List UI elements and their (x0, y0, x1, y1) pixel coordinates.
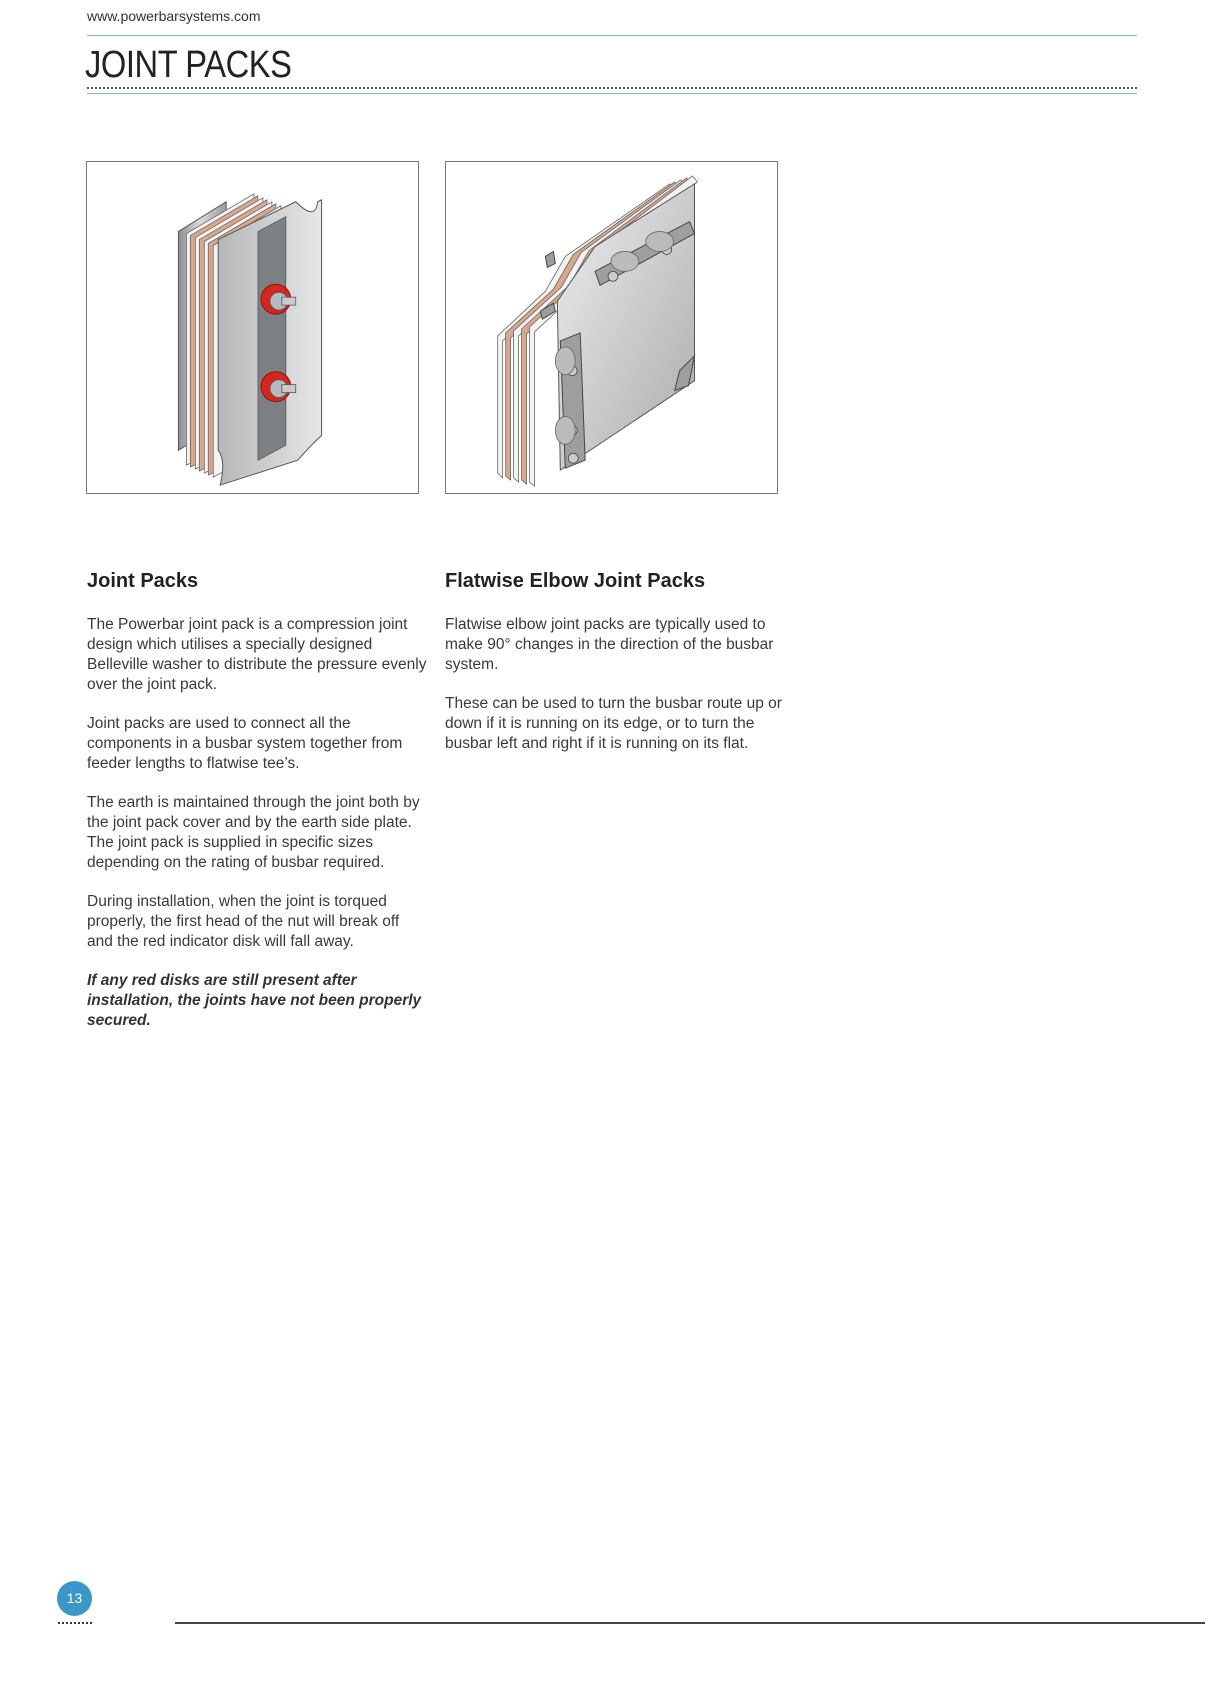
joint-pack-image (86, 161, 419, 494)
header-rule (87, 35, 1137, 36)
paragraph: These can be used to turn the busbar route up or down if it is running on its edge, or to turn the busbar left and right if it is running on its flat. (445, 695, 782, 752)
page-title: JOINT PACKS (85, 44, 292, 86)
section-heading: Joint Packs (87, 570, 199, 592)
page-number-dots (58, 1622, 92, 1624)
warning-note: If any red disks are still present after installation, the joints have not been properly secured. (87, 972, 422, 1029)
joint-pack-illustration (87, 162, 418, 493)
section-heading: Flatwise Elbow Joint Packs (445, 570, 706, 592)
joint-packs-column (87, 570, 427, 1050)
paragraph: Flatwise elbow joint packs are typically used to make 90° changes in the direction of the busbar system. (445, 616, 774, 673)
website-url: www.powerbarsystems.com (87, 8, 261, 24)
paragraph: During installation, when the joint is torqued properly, the first head of the nut will break off and the red indicator disk will fall away. (87, 893, 400, 950)
paragraph: Joint packs are used to connect all the components in a busbar system together from feeder lengths to flatwise tee’s. (87, 715, 403, 772)
footer-rule (175, 1622, 1205, 1624)
title-underline (87, 93, 1137, 94)
paragraph: The earth is maintained through the joint both by the joint pack cover and by the earth side plate. The joint pack is supplied in specific sizes depending on the rating of busbar required. (87, 794, 420, 871)
flatwise-elbow-joint-pack-illustration (446, 162, 777, 493)
flatwise-elbow-column (445, 570, 785, 773)
flatwise-elbow-image (445, 161, 778, 494)
paragraph: The Powerbar joint pack is a compression joint design which utilises a specially designed Belleville washer to distribute the pressure evenly over the joint pack. (87, 616, 427, 693)
title-dotted-rule (87, 87, 1137, 89)
page-number-badge: 13 (57, 1581, 92, 1616)
